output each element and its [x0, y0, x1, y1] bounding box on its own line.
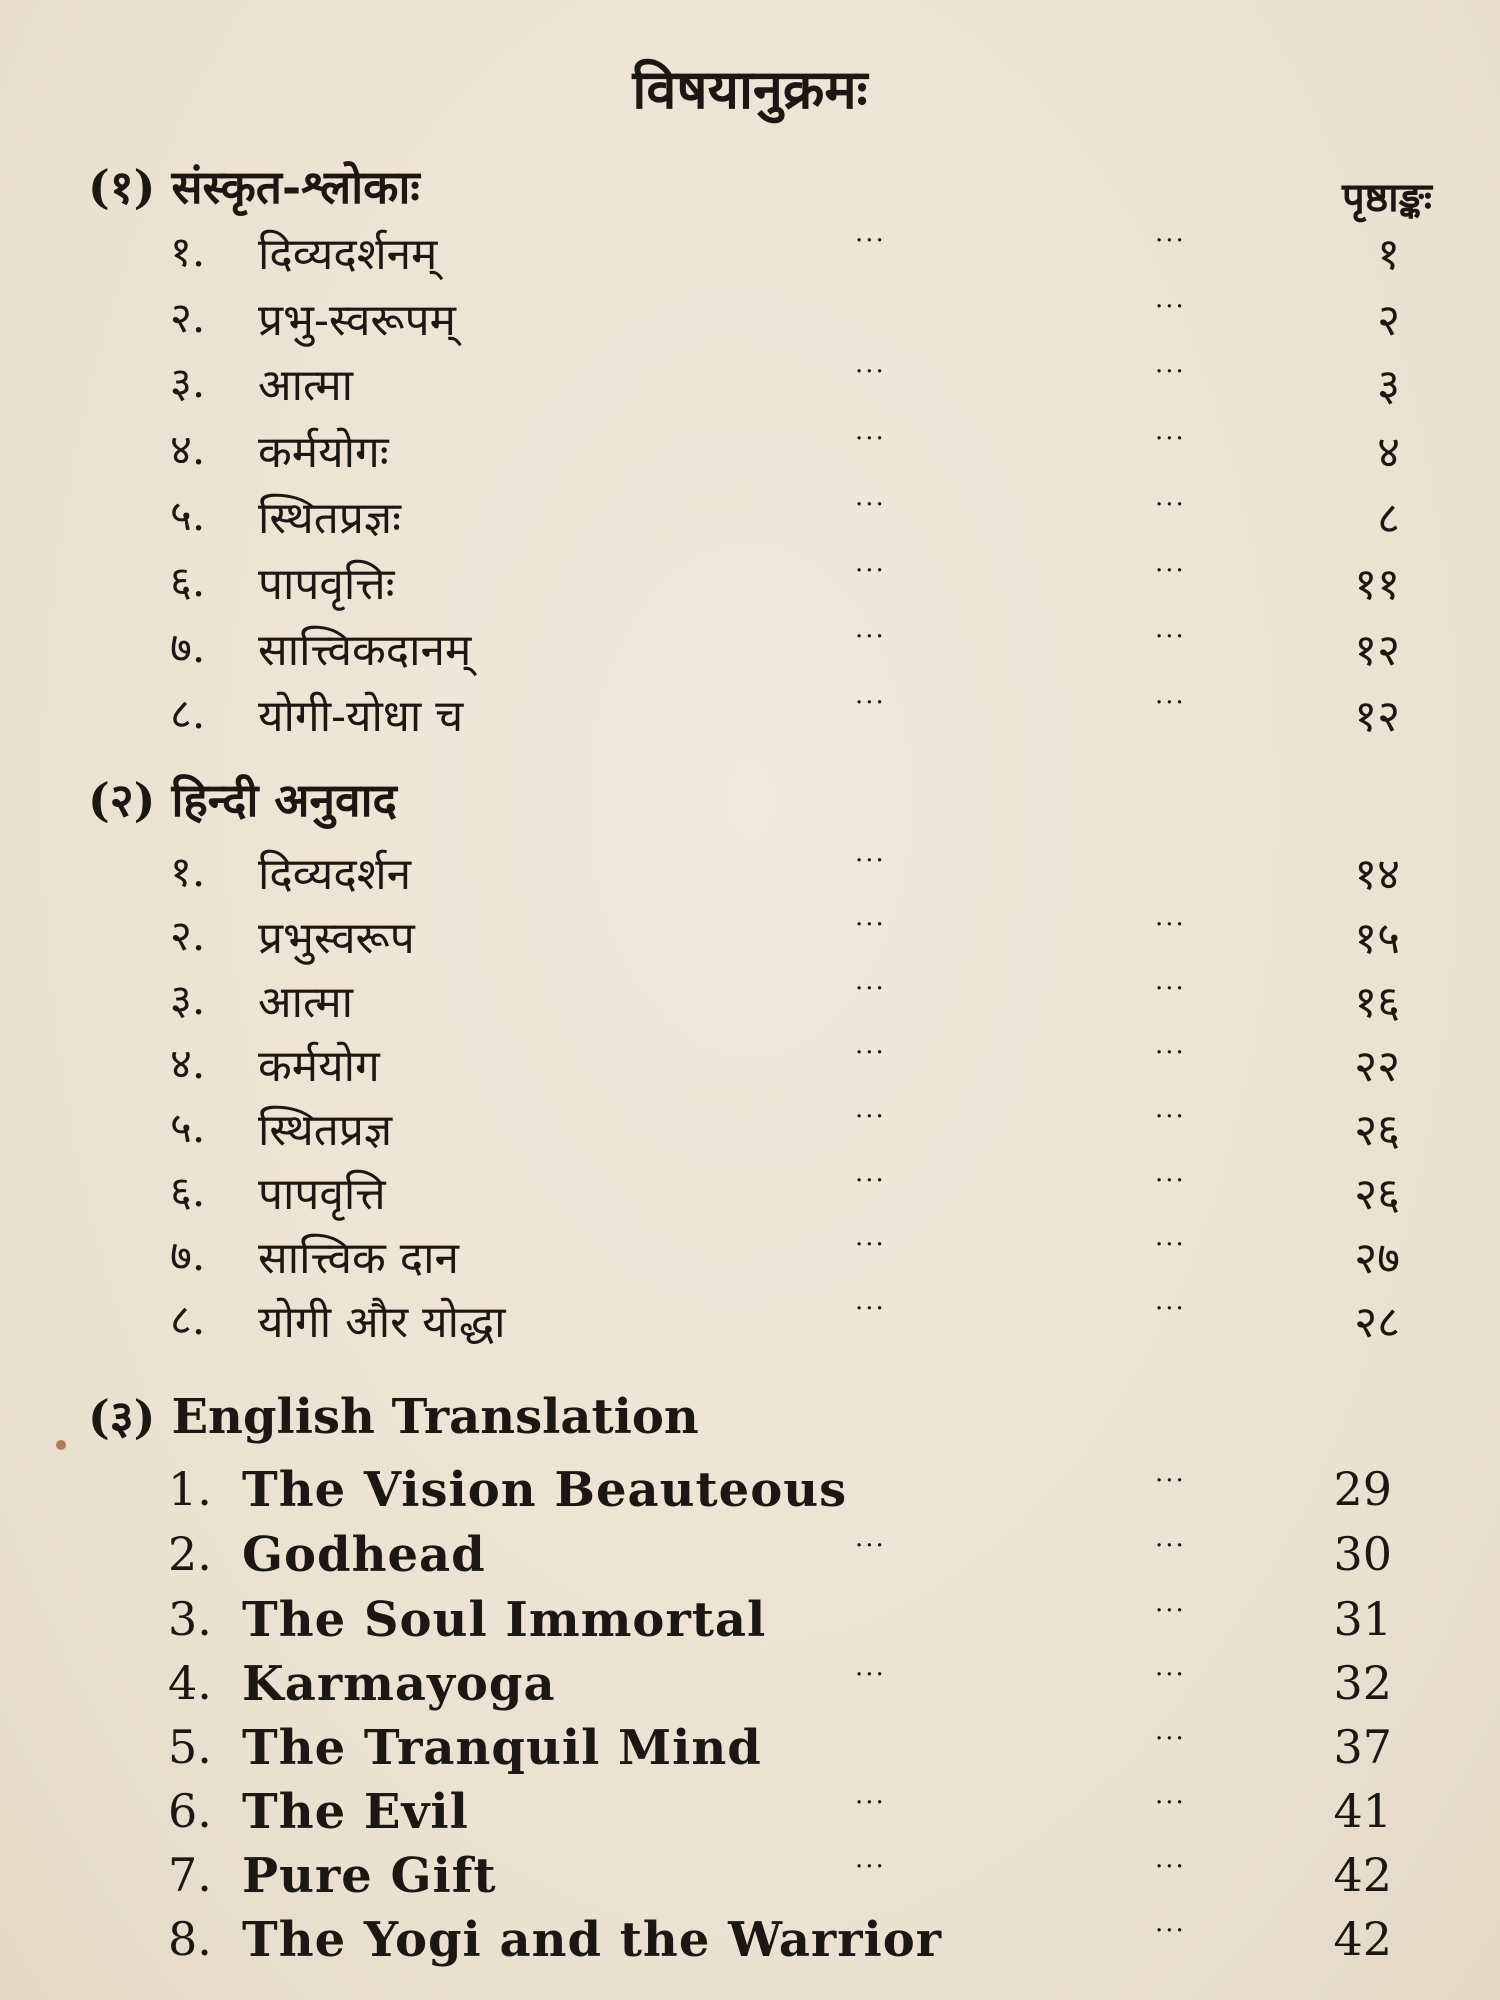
entry-number: ५. — [170, 491, 206, 540]
entry-number: ३. — [170, 975, 206, 1024]
toc-entry[interactable] — [0, 552, 1500, 612]
entry-title: आत्मा — [258, 360, 354, 411]
leader-dots: ··· — [855, 846, 886, 876]
entry-page-number: २६ — [1354, 1169, 1400, 1220]
entry-title: The Tranquil Mind — [242, 1720, 762, 1776]
entry-title: दिव्यदर्शन — [258, 849, 412, 900]
entry-page-number: २ — [1377, 295, 1400, 346]
leader-dots: ··· — [855, 1660, 886, 1690]
toc-entry[interactable] — [0, 486, 1500, 546]
entry-page-number: 29 — [1333, 1462, 1392, 1516]
entry-number: ४. — [170, 425, 206, 474]
leader-dots: ··· — [855, 1166, 886, 1196]
toc-entry[interactable] — [0, 618, 1500, 678]
toc-entry[interactable] — [0, 1290, 1500, 1350]
entry-title: The Evil — [242, 1784, 469, 1840]
entry-title: The Soul Immortal — [242, 1592, 767, 1648]
toc-entry[interactable] — [0, 1098, 1500, 1158]
entry-number: २. — [170, 293, 206, 342]
entry-page-number: ८ — [1377, 493, 1400, 544]
entry-page-number: 42 — [1333, 1912, 1392, 1966]
entry-page-number: १ — [1377, 229, 1400, 280]
entry-title: Karmayoga — [242, 1656, 556, 1712]
leader-dots: ··· — [1155, 424, 1186, 454]
leader-dots: ··· — [855, 1788, 886, 1818]
entry-title: योगी-योधा च — [258, 691, 464, 742]
page-title: विषयानुक्रमः — [632, 57, 868, 121]
entry-number: १. — [170, 227, 206, 276]
entry-title: Pure Gift — [242, 1848, 497, 1904]
entry-page-number: 32 — [1333, 1656, 1392, 1710]
entry-page-number: १२ — [1354, 625, 1400, 676]
toc-entry[interactable] — [0, 1034, 1500, 1094]
leader-dots: ··· — [1155, 1660, 1186, 1690]
entry-title: प्रभुस्वरूप — [258, 913, 415, 964]
toc-entry[interactable] — [0, 1162, 1500, 1222]
entry-number: ८. — [170, 1295, 206, 1344]
entry-number: ७. — [170, 1231, 206, 1280]
entry-title: कर्मयोग — [258, 1041, 380, 1092]
leader-dots: ··· — [1155, 1724, 1186, 1754]
leader-dots: ··· — [1155, 1788, 1186, 1818]
entry-page-number: 37 — [1333, 1720, 1392, 1774]
entry-title: पापवृत्ति — [258, 1169, 386, 1220]
entry-number: 2. — [168, 1527, 212, 1581]
leader-dots: ··· — [855, 357, 886, 387]
toc-entry[interactable] — [0, 1656, 1500, 1716]
entry-number: 5. — [168, 1720, 212, 1774]
leader-dots: ··· — [1155, 1230, 1186, 1260]
entry-page-number: ४ — [1377, 427, 1400, 478]
leader-dots: ··· — [1155, 1596, 1186, 1626]
leader-dots: ··· — [1155, 1102, 1186, 1132]
entry-page-number: 30 — [1333, 1527, 1392, 1581]
entry-page-number: 42 — [1333, 1848, 1392, 1902]
leader-dots: ··· — [1155, 1916, 1186, 1946]
toc-entry[interactable] — [0, 222, 1500, 282]
entry-number: १. — [170, 847, 206, 896]
toc-entry[interactable] — [0, 1912, 1500, 1972]
entry-number: 4. — [168, 1656, 212, 1710]
page-number-column-heading: पृष्ठाङ्कः — [1341, 174, 1432, 221]
leader-dots: ··· — [1155, 1166, 1186, 1196]
toc-entry[interactable] — [0, 1462, 1500, 1522]
leader-dots: ··· — [855, 1852, 886, 1882]
toc-entry[interactable] — [0, 1226, 1500, 1286]
entry-page-number: ११ — [1354, 559, 1400, 610]
entry-title: सात्त्विक दान — [258, 1233, 459, 1284]
entry-number: 7. — [168, 1848, 212, 1902]
entry-title: The Yogi and the Warrior — [242, 1912, 943, 1968]
entry-title: दिव्यदर्शनम् — [258, 229, 438, 280]
leader-dots: ··· — [1155, 357, 1186, 387]
entry-page-number: २७ — [1354, 1233, 1400, 1284]
entry-page-number: २८ — [1354, 1297, 1400, 1348]
toc-entry[interactable] — [0, 842, 1500, 902]
entry-number: ६. — [170, 1167, 206, 1216]
section-heading-hindi: (२) हिन्दी अनुवाद — [88, 773, 397, 827]
entry-title: स्थितप्रज्ञ — [258, 1105, 393, 1156]
entry-number: 6. — [168, 1784, 212, 1838]
leader-dots: ··· — [855, 1531, 886, 1561]
leader-dots: ··· — [1155, 1294, 1186, 1324]
section-heading-english — [88, 1385, 699, 1447]
leader-dots: ··· — [855, 688, 886, 718]
toc-entry[interactable] — [0, 1784, 1500, 1844]
leader-dots: ··· — [855, 556, 886, 586]
toc-entry[interactable] — [0, 1720, 1500, 1780]
entry-page-number: 31 — [1333, 1592, 1392, 1646]
ink-spot — [56, 1440, 66, 1450]
leader-dots: ··· — [855, 424, 886, 454]
entry-page-number: २२ — [1354, 1041, 1400, 1092]
leader-dots: ··· — [1155, 688, 1186, 718]
entry-page-number: १६ — [1354, 977, 1400, 1028]
leader-dots: ··· — [855, 1038, 886, 1068]
entry-number: ५. — [170, 1103, 206, 1152]
entry-page-number: १२ — [1354, 691, 1400, 742]
toc-entry[interactable] — [0, 353, 1500, 413]
entry-number: ४. — [170, 1039, 206, 1088]
leader-dots: ··· — [1155, 910, 1186, 940]
leader-dots: ··· — [1155, 1531, 1186, 1561]
toc-entry[interactable] — [0, 906, 1500, 966]
leader-dots: ··· — [1155, 622, 1186, 652]
leader-dots: ··· — [855, 910, 886, 940]
leader-dots: ··· — [855, 622, 886, 652]
leader-dots: ··· — [1155, 292, 1186, 322]
entry-title: प्रभु-स्वरूपम् — [258, 295, 456, 346]
entry-title: आत्मा — [258, 977, 354, 1028]
entry-page-number: १४ — [1354, 849, 1400, 900]
entry-number: 8. — [168, 1912, 212, 1966]
section-title: English Translation — [171, 1389, 699, 1445]
toc-entry[interactable] — [0, 970, 1500, 1030]
toc-entry[interactable] — [0, 1527, 1500, 1587]
entry-page-number: ३ — [1377, 360, 1400, 411]
leader-dots: ··· — [1155, 226, 1186, 256]
entry-title: Godhead — [242, 1527, 486, 1583]
leader-dots: ··· — [1155, 1038, 1186, 1068]
leader-dots: ··· — [855, 490, 886, 520]
toc-entry[interactable] — [0, 684, 1500, 744]
entry-number: ६. — [170, 557, 206, 606]
leader-dots: ··· — [855, 974, 886, 1004]
toc-entry[interactable] — [0, 1592, 1500, 1652]
entry-page-number: २६ — [1354, 1105, 1400, 1156]
leader-dots: ··· — [855, 1102, 886, 1132]
leader-dots: ··· — [1155, 490, 1186, 520]
entry-number: ३. — [170, 358, 206, 407]
section-number: (३) — [88, 1390, 156, 1444]
leader-dots: ··· — [1155, 974, 1186, 1004]
leader-dots: ··· — [1155, 1852, 1186, 1882]
entry-title: सात्त्विकदानम् — [258, 625, 472, 676]
entry-title: कर्मयोगः — [258, 427, 389, 478]
entry-number: २. — [170, 911, 206, 960]
entry-number: 1. — [168, 1462, 212, 1516]
toc-entry[interactable] — [0, 1848, 1500, 1908]
entry-title: योगी और योद्धा — [258, 1297, 506, 1348]
leader-dots: ··· — [1155, 556, 1186, 586]
entry-title: पापवृत्तिः — [258, 559, 395, 610]
leader-dots: ··· — [855, 1230, 886, 1260]
entry-title: स्थितप्रज्ञः — [258, 493, 401, 544]
entry-page-number: १५ — [1354, 913, 1400, 964]
leader-dots: ··· — [855, 226, 886, 256]
toc-entry[interactable] — [0, 288, 1500, 348]
entry-title: The Vision Beauteous — [242, 1462, 848, 1518]
section-heading-sanskrit: (१) संस्कृत-श्लोकाः — [88, 160, 420, 214]
entry-page-number: 41 — [1333, 1784, 1392, 1838]
entry-number: ७. — [170, 623, 206, 672]
entry-number: ८. — [170, 689, 206, 738]
leader-dots: ··· — [855, 1294, 886, 1324]
leader-dots: ··· — [1155, 1466, 1186, 1496]
entry-number: 3. — [168, 1592, 212, 1646]
toc-entry[interactable] — [0, 420, 1500, 480]
